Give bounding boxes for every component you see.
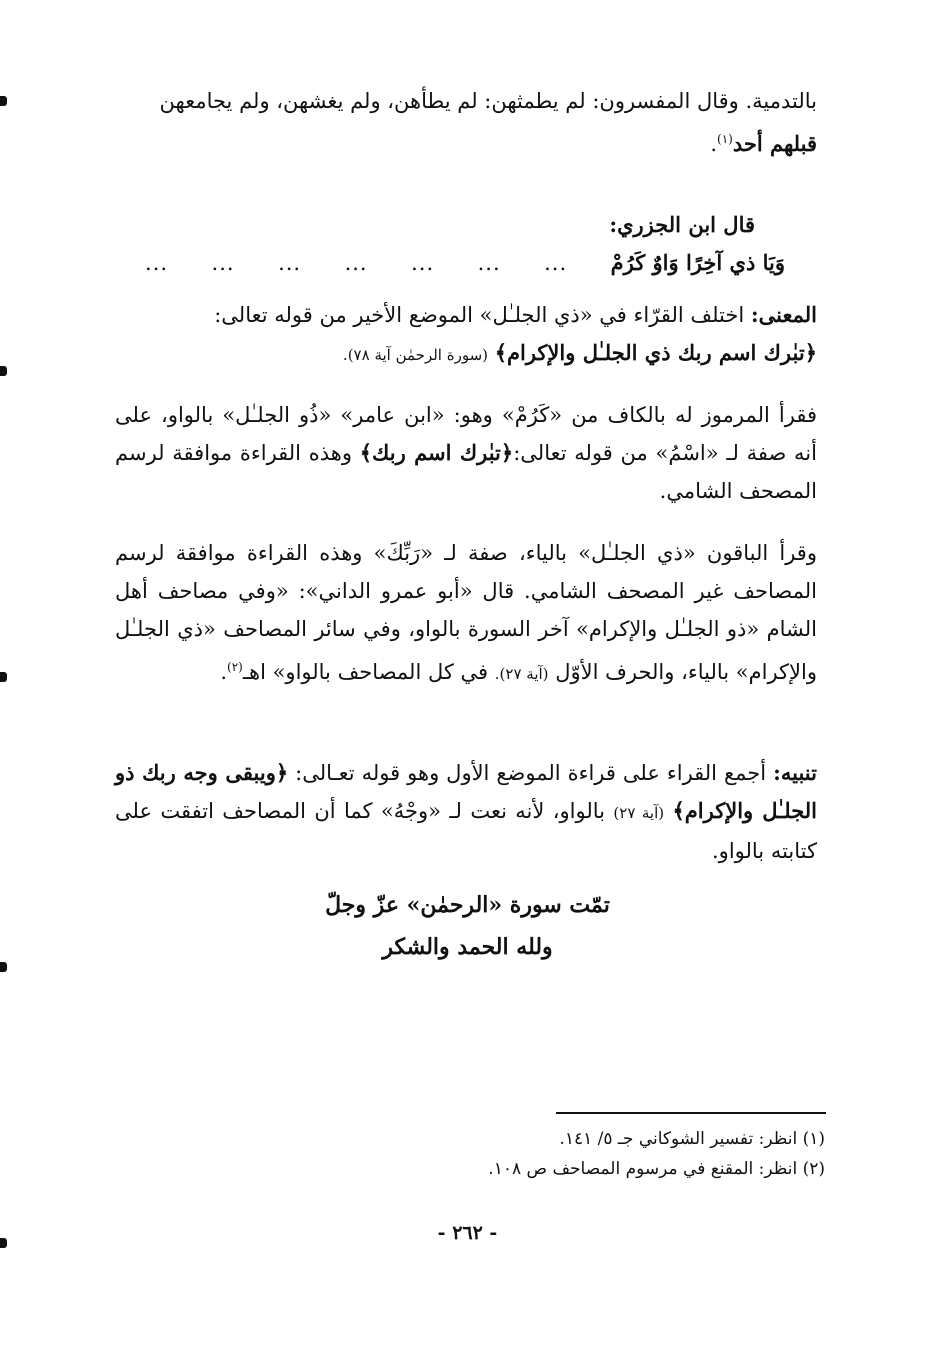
note-body	[115, 754, 817, 870]
scan-edge-mark-5	[0, 1238, 7, 1248]
para2-text: وقرأ الباقون «ذي الجلـٰل» بالياء، صفة لـ «رَبِّكَ» وهذه القراءة موافقة لرسم المصاحف غير المصحف الشامي. قال «أبو عمرو الداني»: «وفي مصاحف أهل الشام «ذو الجلـٰل والإكرام» آخر السورة بالواو، وفي سائر المصاحف «ذي الجلـٰل والإكرام» بالياء، والحرف الأوّل	[115, 541, 817, 684]
footnote-ref-1: (١)	[717, 132, 733, 146]
opening-line-1: بالتدمية. وقال المفسرون: لم يطمثهن: لم يطأهن، ولم يغشهن، ولم يجامعهن	[159, 89, 817, 113]
footnote-1: (١) انظر: تفسير الشوكاني جـ ٥/ ١٤١.	[559, 1129, 825, 1149]
note-ayah: ﴿ويبقى وجه ربك ذو الجلـٰل والإكرام﴾	[115, 760, 817, 823]
meaning-line-2	[115, 334, 817, 374]
verse-dots-3: ...	[411, 250, 435, 275]
meaning-label: المعنى:	[750, 302, 817, 327]
verse-line	[145, 250, 785, 275]
page-number: - ٢٦٢ -	[437, 1222, 498, 1244]
section-heading: قال ابن الجزري:	[609, 212, 755, 237]
meaning-text: اختلف القرّاء في «ذي الجلـٰل» الموضع الأخير من قوله تعالى:	[214, 303, 745, 327]
footnote-2: (٢) انظر: المقنع في مرسوم المصاحف ص ١٠٨.	[488, 1159, 825, 1179]
footnotes	[109, 1124, 825, 1184]
scan-edge-mark-1	[0, 96, 7, 106]
para2-ref: (آية ٢٧).	[494, 665, 549, 683]
verse-dots-2: ...	[477, 250, 501, 275]
para2-body	[115, 534, 817, 693]
verse-dots-7: ...	[145, 250, 169, 275]
meaning-paragraph	[115, 296, 817, 374]
verse-dots-4: ...	[344, 250, 368, 275]
meaning-ayah: ﴿تبٰرك اسم ربك ذي الجلـٰل والإكرام﴾	[494, 340, 817, 365]
opening-line-2-text: قبلهم أحد	[732, 131, 817, 156]
note-ref: (آية ٢٧)	[613, 804, 665, 822]
para1-body	[115, 396, 817, 510]
verse-text: وَيَا ذي آخِرًا وَاوٌ كَرُمْ	[610, 250, 785, 275]
scan-edge-mark-3	[0, 672, 7, 682]
opening-paragraph	[115, 82, 817, 163]
meaning-line-1	[115, 296, 817, 334]
para1-text: فقرأ المرموز له بالكاف من «كَرُمْ» وهو: «ابن عامر» «ذُو الجلـٰل» بالواو، على أنه صفة لـ «اسْمُ» من قوله تعالى:	[115, 403, 817, 465]
verse-dots-6: ...	[211, 250, 235, 275]
note-text2: بالواو، لأنه نعت لـ «وجْهُ» كما أن المصاحف اتفقت على كتابته بالواو.	[115, 799, 817, 863]
note-label: تنبيه:	[773, 760, 817, 785]
note-paragraph	[115, 754, 817, 870]
scan-edge-mark-4	[0, 962, 7, 972]
paragraph-others	[115, 534, 817, 693]
closing-line-1: تمّت سورة «الرحمٰن» عزّ وجلّ	[325, 892, 610, 918]
para2-text2: في كل المصاحف بالواو» اهـ	[242, 660, 489, 684]
scan-edge-mark-2	[0, 366, 7, 376]
note-text: أجمع القراء على قراءة الموضع الأول وهو قوله تعـالى:	[295, 761, 767, 785]
meaning-ref: (سورة الرحمٰن آية ٧٨).	[342, 346, 489, 364]
footnote-ref-2: (٢)	[227, 660, 243, 674]
closing-line-2: ولله الحمد والشكر	[382, 934, 553, 960]
opening-line-2-end: .	[710, 132, 718, 156]
verse-dots-5: ...	[278, 250, 302, 275]
paragraph-ibn-amir	[115, 396, 817, 510]
para1-text2: وهذه القراءة موافقة لرسم المصحف الشامي.	[115, 441, 817, 503]
verse-dots-1: ...	[544, 250, 568, 275]
para1-ayah: ﴿تبٰرك اسم ربك﴾	[359, 440, 514, 465]
opening-line-2	[115, 120, 817, 163]
footnote-divider	[556, 1112, 826, 1114]
para2-end: .	[220, 660, 228, 684]
